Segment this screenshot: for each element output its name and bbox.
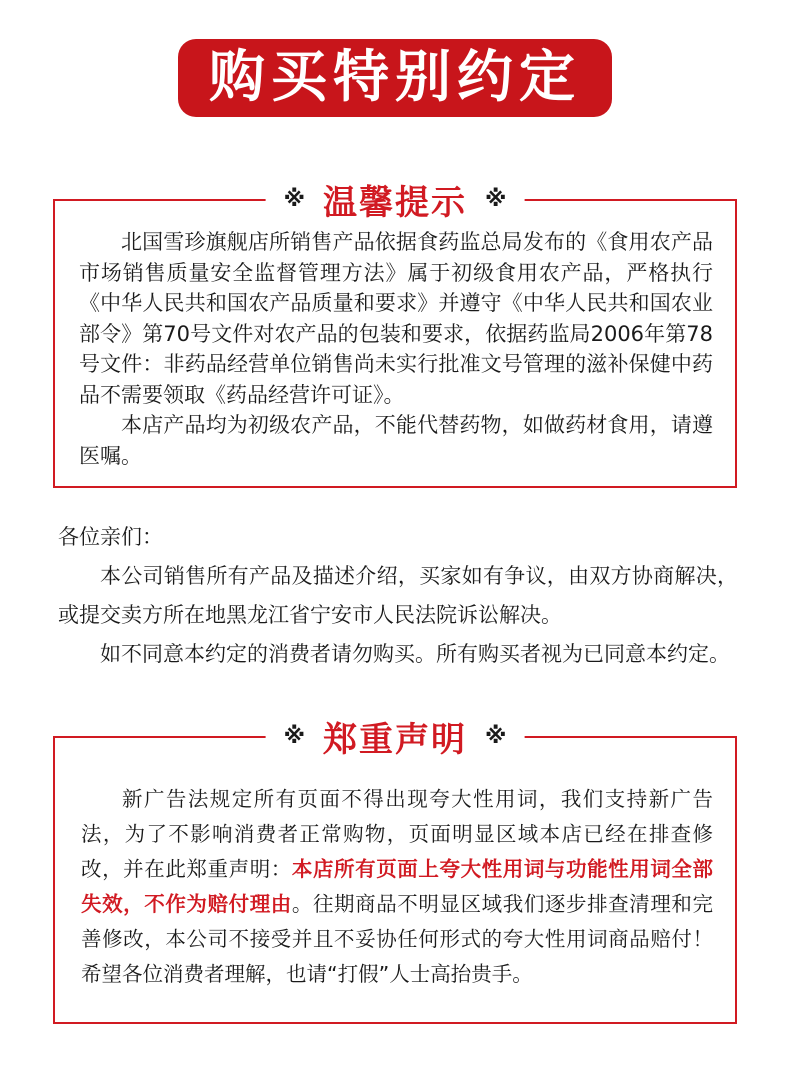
reference-mark-icon: ※: [283, 724, 305, 749]
notice-paragraph-1: 北国雪珍旗舰店所销售产品依据食药监总局发布的《食用农产品市场销售质量安全监督管理方法》属于初级食用农产品，严格执行《中华人民共和国农产品质量和要求》并遵守《中华人民共和国农业部令》第70号文件对农产品的包装和要求，依据药监局2006年第78号文件：非药品经营单位销售尚未实行批准文号管理的滋补保健中药品不需要领取《药品经营许可证》。: [79, 230, 713, 407]
statement-body: [81, 782, 713, 992]
agreement-greeting: 各位亲们：: [58, 525, 163, 549]
agreement-paragraph-2: 如不同意本约定的消费者请勿购买。所有购买者视为已同意本约定。: [100, 642, 730, 666]
statement-highlight: 本店所有页面上夸大性用词与功能性用词全部失效，不作为赔付理由: [81, 857, 714, 916]
statement-text-before: 新广告法规定所有页面不得出现夸大性用词，我们支持新广告法，为了不影响消费者正常购物，页面明显区域本店已经在排查修改，并在此郑重声明：: [81, 787, 713, 881]
title-banner: [178, 39, 612, 117]
notice-paragraph-2: 本店产品均为初级农产品，不能代替药物，如做药材食用，请遵医嘱。: [79, 413, 713, 468]
statement-heading: [266, 712, 525, 761]
statement-paragraph: [81, 782, 713, 992]
page-title: 购买特别约定: [209, 45, 581, 110]
reference-mark-icon: ※: [283, 187, 305, 212]
statement-text-after: 。往期商品不明显区域我们逐步排查清理和完善修改，本公司不接受并且不妥协任何形式的夸大性用词商品赔付！希望各位消费者理解，也请“打假”人士高抬贵手。: [81, 892, 714, 986]
reference-mark-icon: ※: [485, 187, 507, 212]
statement-title: 郑重声明: [323, 720, 467, 760]
notice-title: 温馨提示: [323, 183, 467, 223]
statement-box: [53, 720, 737, 1024]
notice-box: [53, 183, 737, 488]
reference-mark-icon: ※: [485, 724, 507, 749]
notice-heading: [266, 175, 525, 224]
notice-body: [79, 227, 713, 471]
agreement-paragraph-1: 本公司销售所有产品及描述介绍，买家如有争议，由双方协商解决，或提交卖方所在地黑龙江省宁安市人民法院诉讼解决。: [58, 564, 738, 627]
agreement-section: [58, 518, 738, 674]
